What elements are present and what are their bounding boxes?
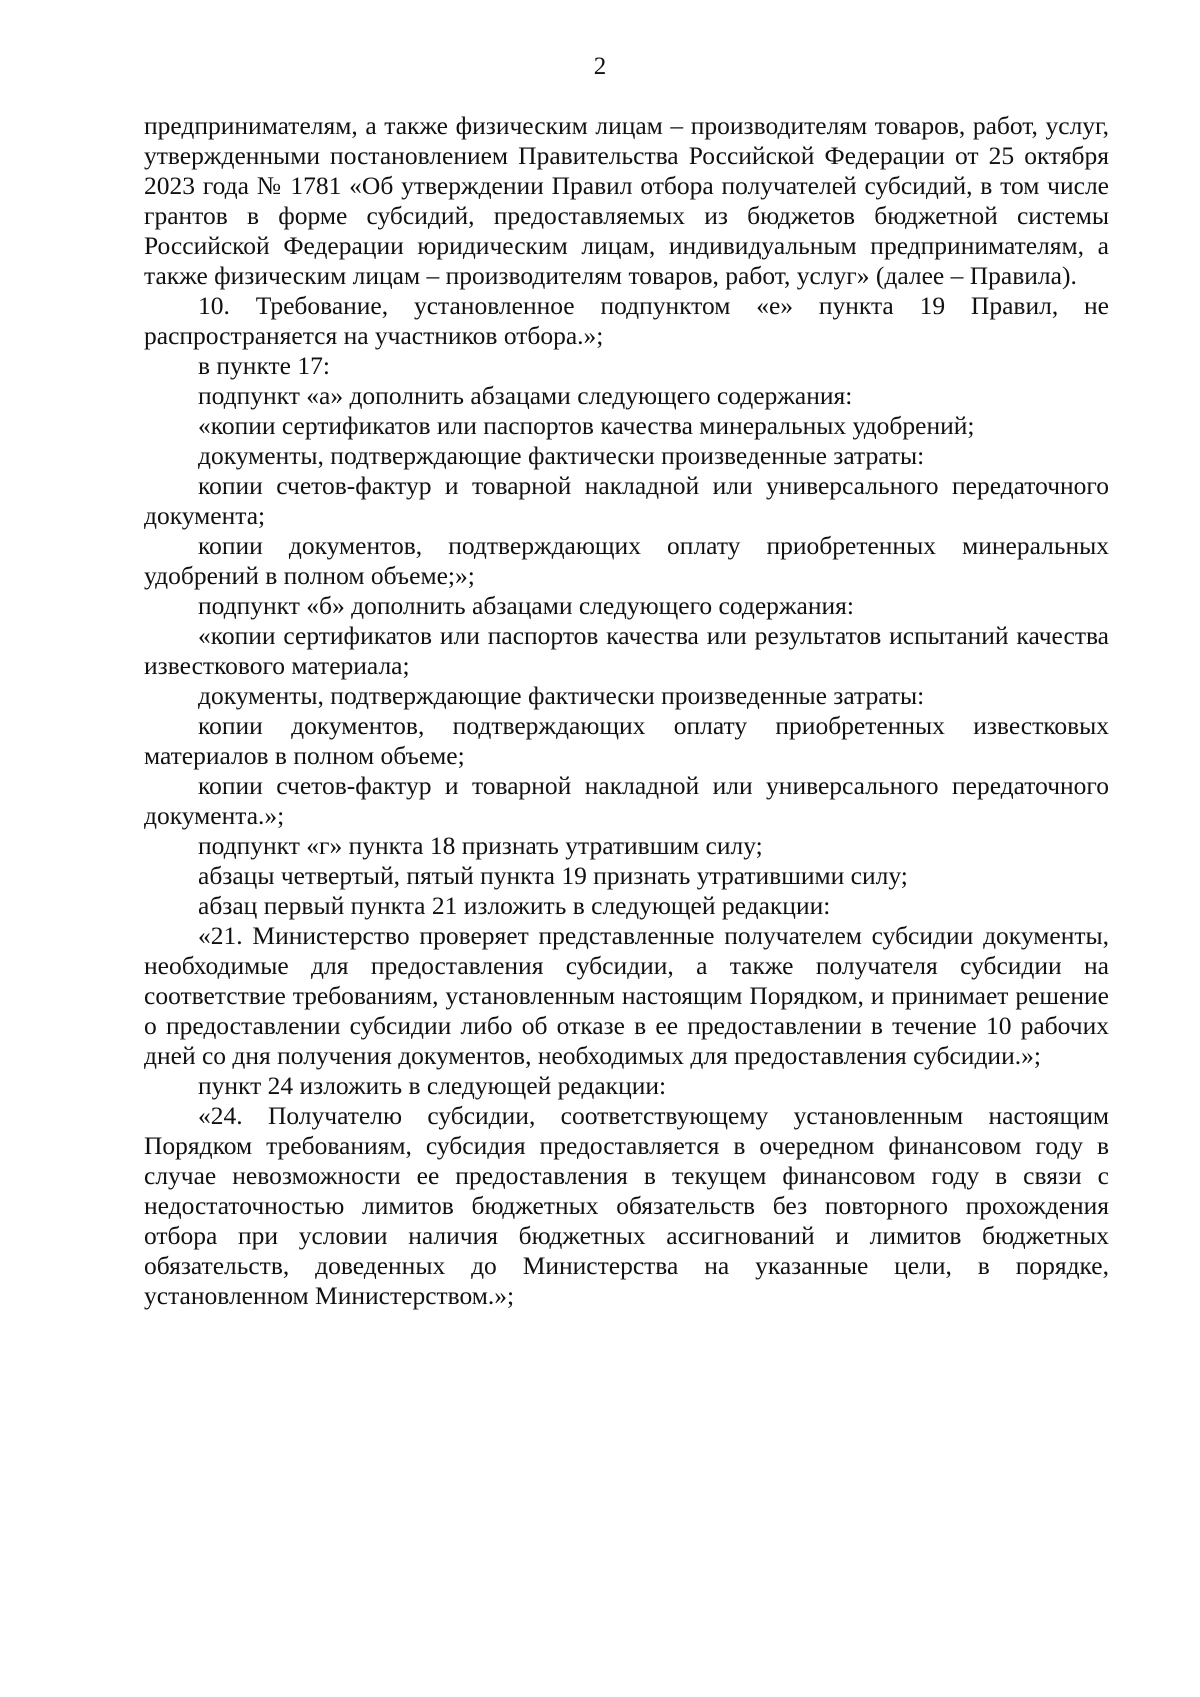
paragraph: «21. Министерство проверяет представленные получателем субсидии документы, необходимые для предоставления субсидии, а также получателя субсидии на соответствие требованиям, установленным настоящим Порядком, и принимает решение о предоставлении субсидии либо об отказе в ее предоставлении в течение 10 рабочих дней со дня получения документов, необходимых для предоставления субсидии.»; <box>144 921 1109 1070</box>
paragraph: подпункт «б» дополнить абзацами следующего содержания: <box>198 591 854 620</box>
paragraph: копии счетов-фактур и товарной накладной или универсального передаточного документа; <box>144 471 1109 530</box>
paragraph: «24. Получателю субсидии, соответствующему установленным настоящим Порядком требованиям, субсидия предоставляется в очередном финансовом году в случае невозможности ее предоставления в текущем финансовом году в связи с недостаточностью лимитов бюджетных обязательств без повторного прохождения отбора при условии наличия бюджетных ассигнований и лимитов бюджетных обязательств, доведенных до Министерства на указанные цели, в порядке, установленном Министерством.»; <box>144 1101 1109 1310</box>
paragraph: копии документов, подтверждающих оплату приобретенных минеральных удобрений в полном объеме;»; <box>144 531 1109 590</box>
paragraph: предпринимателям, а также физическим лицам – производителям товаров, работ, услуг, утвержденными постановлением Правительства Российской Федерации от 25 октября 2023 года № 1781 «Об утверждении Правил отбора получателей субсидий, в том числе грантов в форме субсидий, предоставляемых из бюджетов бюджетной системы Российской Федерации юридическим лицам, индивидуальным предпринимателям, а также физическим лицам – производителям товаров, работ, услуг» (далее – Правила). <box>144 111 1109 290</box>
paragraph: в пункте 17: <box>198 351 330 380</box>
paragraph: «копии сертификатов или паспортов качества или результатов испытаний качества известкового материала; <box>144 621 1109 680</box>
paragraph: подпункт «а» дополнить абзацами следующего содержания: <box>198 381 853 410</box>
paragraph: абзацы четвертый, пятый пункта 19 признать утратившими силу; <box>198 861 908 890</box>
paragraph: копии документов, подтверждающих оплату приобретенных известковых материалов в полном объеме; <box>144 711 1109 770</box>
paragraph: документы, подтверждающие фактически произведенные затраты: <box>198 441 925 470</box>
paragraph: абзац первый пункта 21 изложить в следующей редакции: <box>198 891 831 920</box>
paragraph: копии счетов-фактур и товарной накладной или универсального передаточного документа.»; <box>144 771 1109 830</box>
page-number: 2 <box>593 53 607 80</box>
document-body <box>144 111 1109 1311</box>
paragraph: 10. Требование, установленное подпунктом «е» пункта 19 Правил, не распространяется на участников отбора.»; <box>144 291 1109 350</box>
paragraph: подпункт «г» пункта 18 признать утратившим силу; <box>198 831 763 860</box>
paragraph: «копии сертификатов или паспортов качества минеральных удобрений; <box>198 411 975 440</box>
paragraph: пункт 24 изложить в следующей редакции: <box>198 1071 667 1100</box>
paragraph: документы, подтверждающие фактически произведенные затраты: <box>198 681 925 710</box>
